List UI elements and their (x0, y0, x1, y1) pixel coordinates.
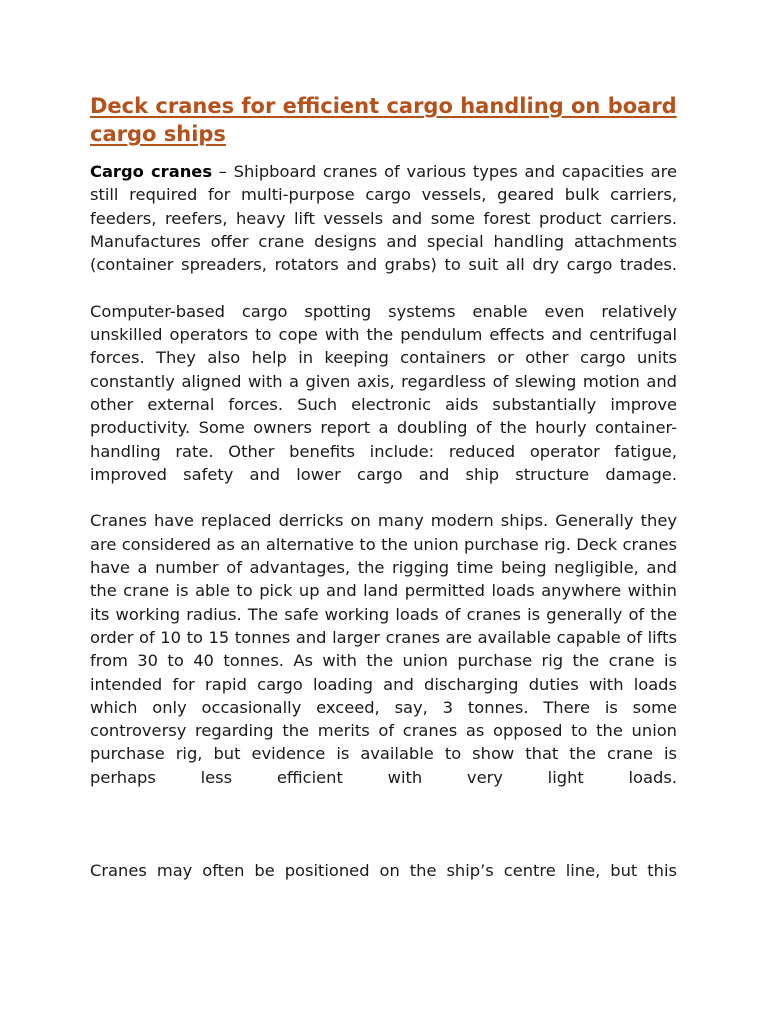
document-title: Deck cranes for efficient cargo handling on board cargo ships (90, 94, 677, 146)
paragraph-crane-positioning: Cranes may often be positioned on the ship’s centre line, but this (90, 860, 677, 880)
paragraph-spacer (90, 276, 677, 299)
paragraph-lead-term: Cargo cranes (90, 162, 213, 181)
paragraph-cargo-cranes (90, 160, 677, 276)
paragraph-text: – Shipboard cranes of various types and capacities are still required for multi-purpose cargo vessels, geared bulk carriers, feeders, reefers, heavy lift vessels and some forest product carriers. Manufactures offer crane designs and special handling attachments (container spreaders, rotators and grabs) to suit all dry cargo trades. (90, 162, 677, 275)
paragraph-spacer (90, 789, 677, 859)
paragraph-spacer (90, 486, 677, 509)
document-page (90, 92, 677, 882)
paragraph-cargo-spotting: Computer-based cargo spotting systems enable even relatively unskilled operators to cope with the pendulum effects and centrifugal forces. They also help in keeping containers or other cargo units constantly aligned with a given axis, regardless of slewing motion and other external forces. Such electronic aids substantially improve productivity. Some owners report a doubling of the hourly container-handling rate. Other benefits include: reduced operator fatigue, improved safety and lower cargo and ship structure damage. (90, 301, 677, 484)
paragraph-cranes-vs-derricks: Cranes have replaced derricks on many modern ships. Generally they are considered as an alternative to the union purchase rig. Deck cranes have a number of advantages, the rigging time being negligible, and the crane is able to pick up and land permitted loads anywhere within its working radius. The safe working loads of cranes is generally of the order of 10 to 15 tonnes and larger cranes are available capable of lifts from 30 to 40 tonnes. As with the union purchase rig the crane is intended for rapid cargo loading and discharging duties with loads which only occasionally exceed, say, 3 tonnes. There is some controversy regarding the merits of cranes as opposed to the union purchase rig, but evidence is available to show that the crane is perhaps less efficient with very light loads. (90, 511, 677, 787)
